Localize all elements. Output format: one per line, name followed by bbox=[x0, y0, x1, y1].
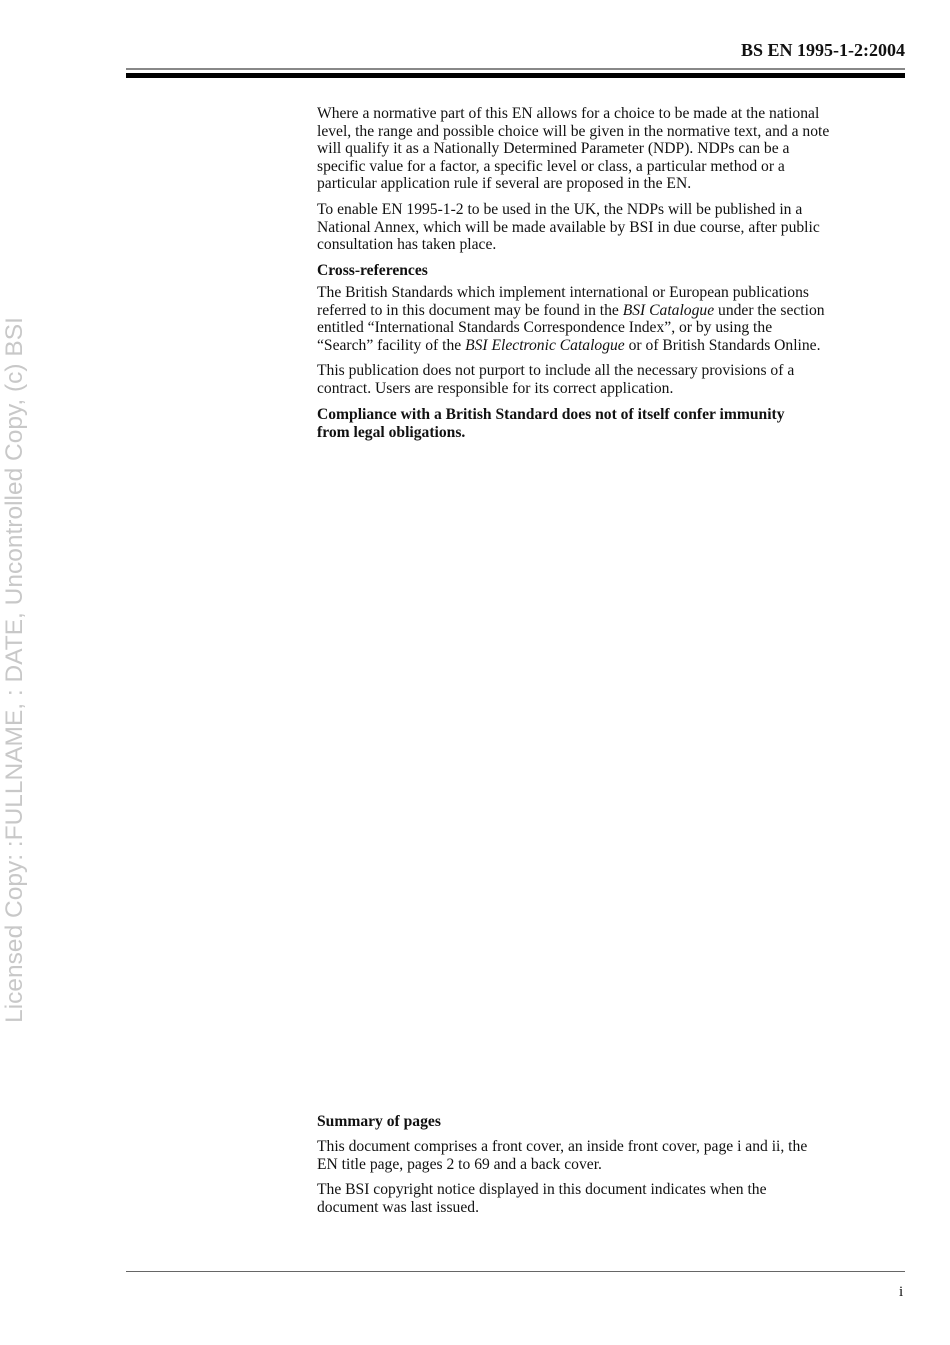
text-line: specific value for a factor, a specific level or class, a particular method or a bbox=[317, 157, 785, 175]
header-rule-thick bbox=[126, 73, 905, 78]
text-line: Compliance with a British Standard does not of itself confer immunity bbox=[317, 406, 785, 423]
text-line: This publication does not purport to include all the necessary provisions of a bbox=[317, 362, 795, 379]
text-line: particular application rule if several are proposed in the EN. bbox=[317, 175, 692, 193]
text-line: document was last issued. bbox=[317, 1198, 479, 1216]
text-line: from legal obligations. bbox=[317, 423, 466, 441]
paragraph-copyright bbox=[317, 1181, 917, 1216]
text-segment: referred to in this document may be found in the bbox=[317, 301, 623, 319]
paragraph-crossref bbox=[317, 284, 917, 354]
text-segment: under the section bbox=[714, 301, 825, 319]
crossref-heading: Cross-references bbox=[317, 262, 428, 279]
text-line: entitled “International Standards Correspondence Index”, or by using the bbox=[317, 319, 773, 337]
page-number: i bbox=[899, 1284, 904, 1300]
footer-rule bbox=[126, 1271, 905, 1272]
text-line: contract. Users are responsible for its correct application. bbox=[317, 379, 674, 397]
watermark: Licensed Copy: :FULLNAME, : DATE, Uncontrolled Copy, (c) BSI bbox=[1, 317, 28, 1023]
paragraph-provisions bbox=[317, 362, 917, 397]
text-segment: or of British Standards Online. bbox=[624, 336, 821, 354]
paragraph-compliance bbox=[317, 406, 917, 441]
text-line: To enable EN 1995-1-2 to be used in the UK, the NDPs will be published in a bbox=[317, 201, 803, 218]
text-line: consultation has taken place. bbox=[317, 236, 497, 254]
document-title: BS EN 1995-1-2:2004 bbox=[740, 40, 905, 60]
bsi-catalogue-ref: BSI Catalogue bbox=[622, 301, 715, 319]
text-line: Where a normative part of this EN allows for a choice to be made at the national bbox=[317, 105, 820, 122]
text-line: National Annex, which will be made available by BSI in due course, after public bbox=[317, 218, 820, 236]
header-rule-thin bbox=[126, 68, 905, 70]
text-line: This document comprises a front cover, an inside front cover, page i and ii, the bbox=[317, 1138, 808, 1155]
bsi-electronic-catalogue-ref: BSI Electronic Catalogue bbox=[465, 336, 625, 354]
text-line: level, the range and possible choice will be given in the normative text, and a note bbox=[317, 122, 830, 140]
paragraph-ndp bbox=[317, 105, 917, 193]
text-segment: “Search” facility of the bbox=[317, 336, 466, 354]
summary-heading: Summary of pages bbox=[317, 1113, 441, 1130]
text-line: The British Standards which implement international or European publications bbox=[317, 284, 809, 301]
text-line: The BSI copyright notice displayed in this document indicates when the bbox=[317, 1181, 767, 1198]
text-line: will qualify it as a Nationally Determined Parameter (NDP). NDPs can be a bbox=[317, 140, 790, 158]
paragraph-summary bbox=[317, 1138, 917, 1173]
paragraph-uk bbox=[317, 201, 917, 254]
text-line: EN title page, pages 2 to 69 and a back cover. bbox=[317, 1155, 602, 1173]
